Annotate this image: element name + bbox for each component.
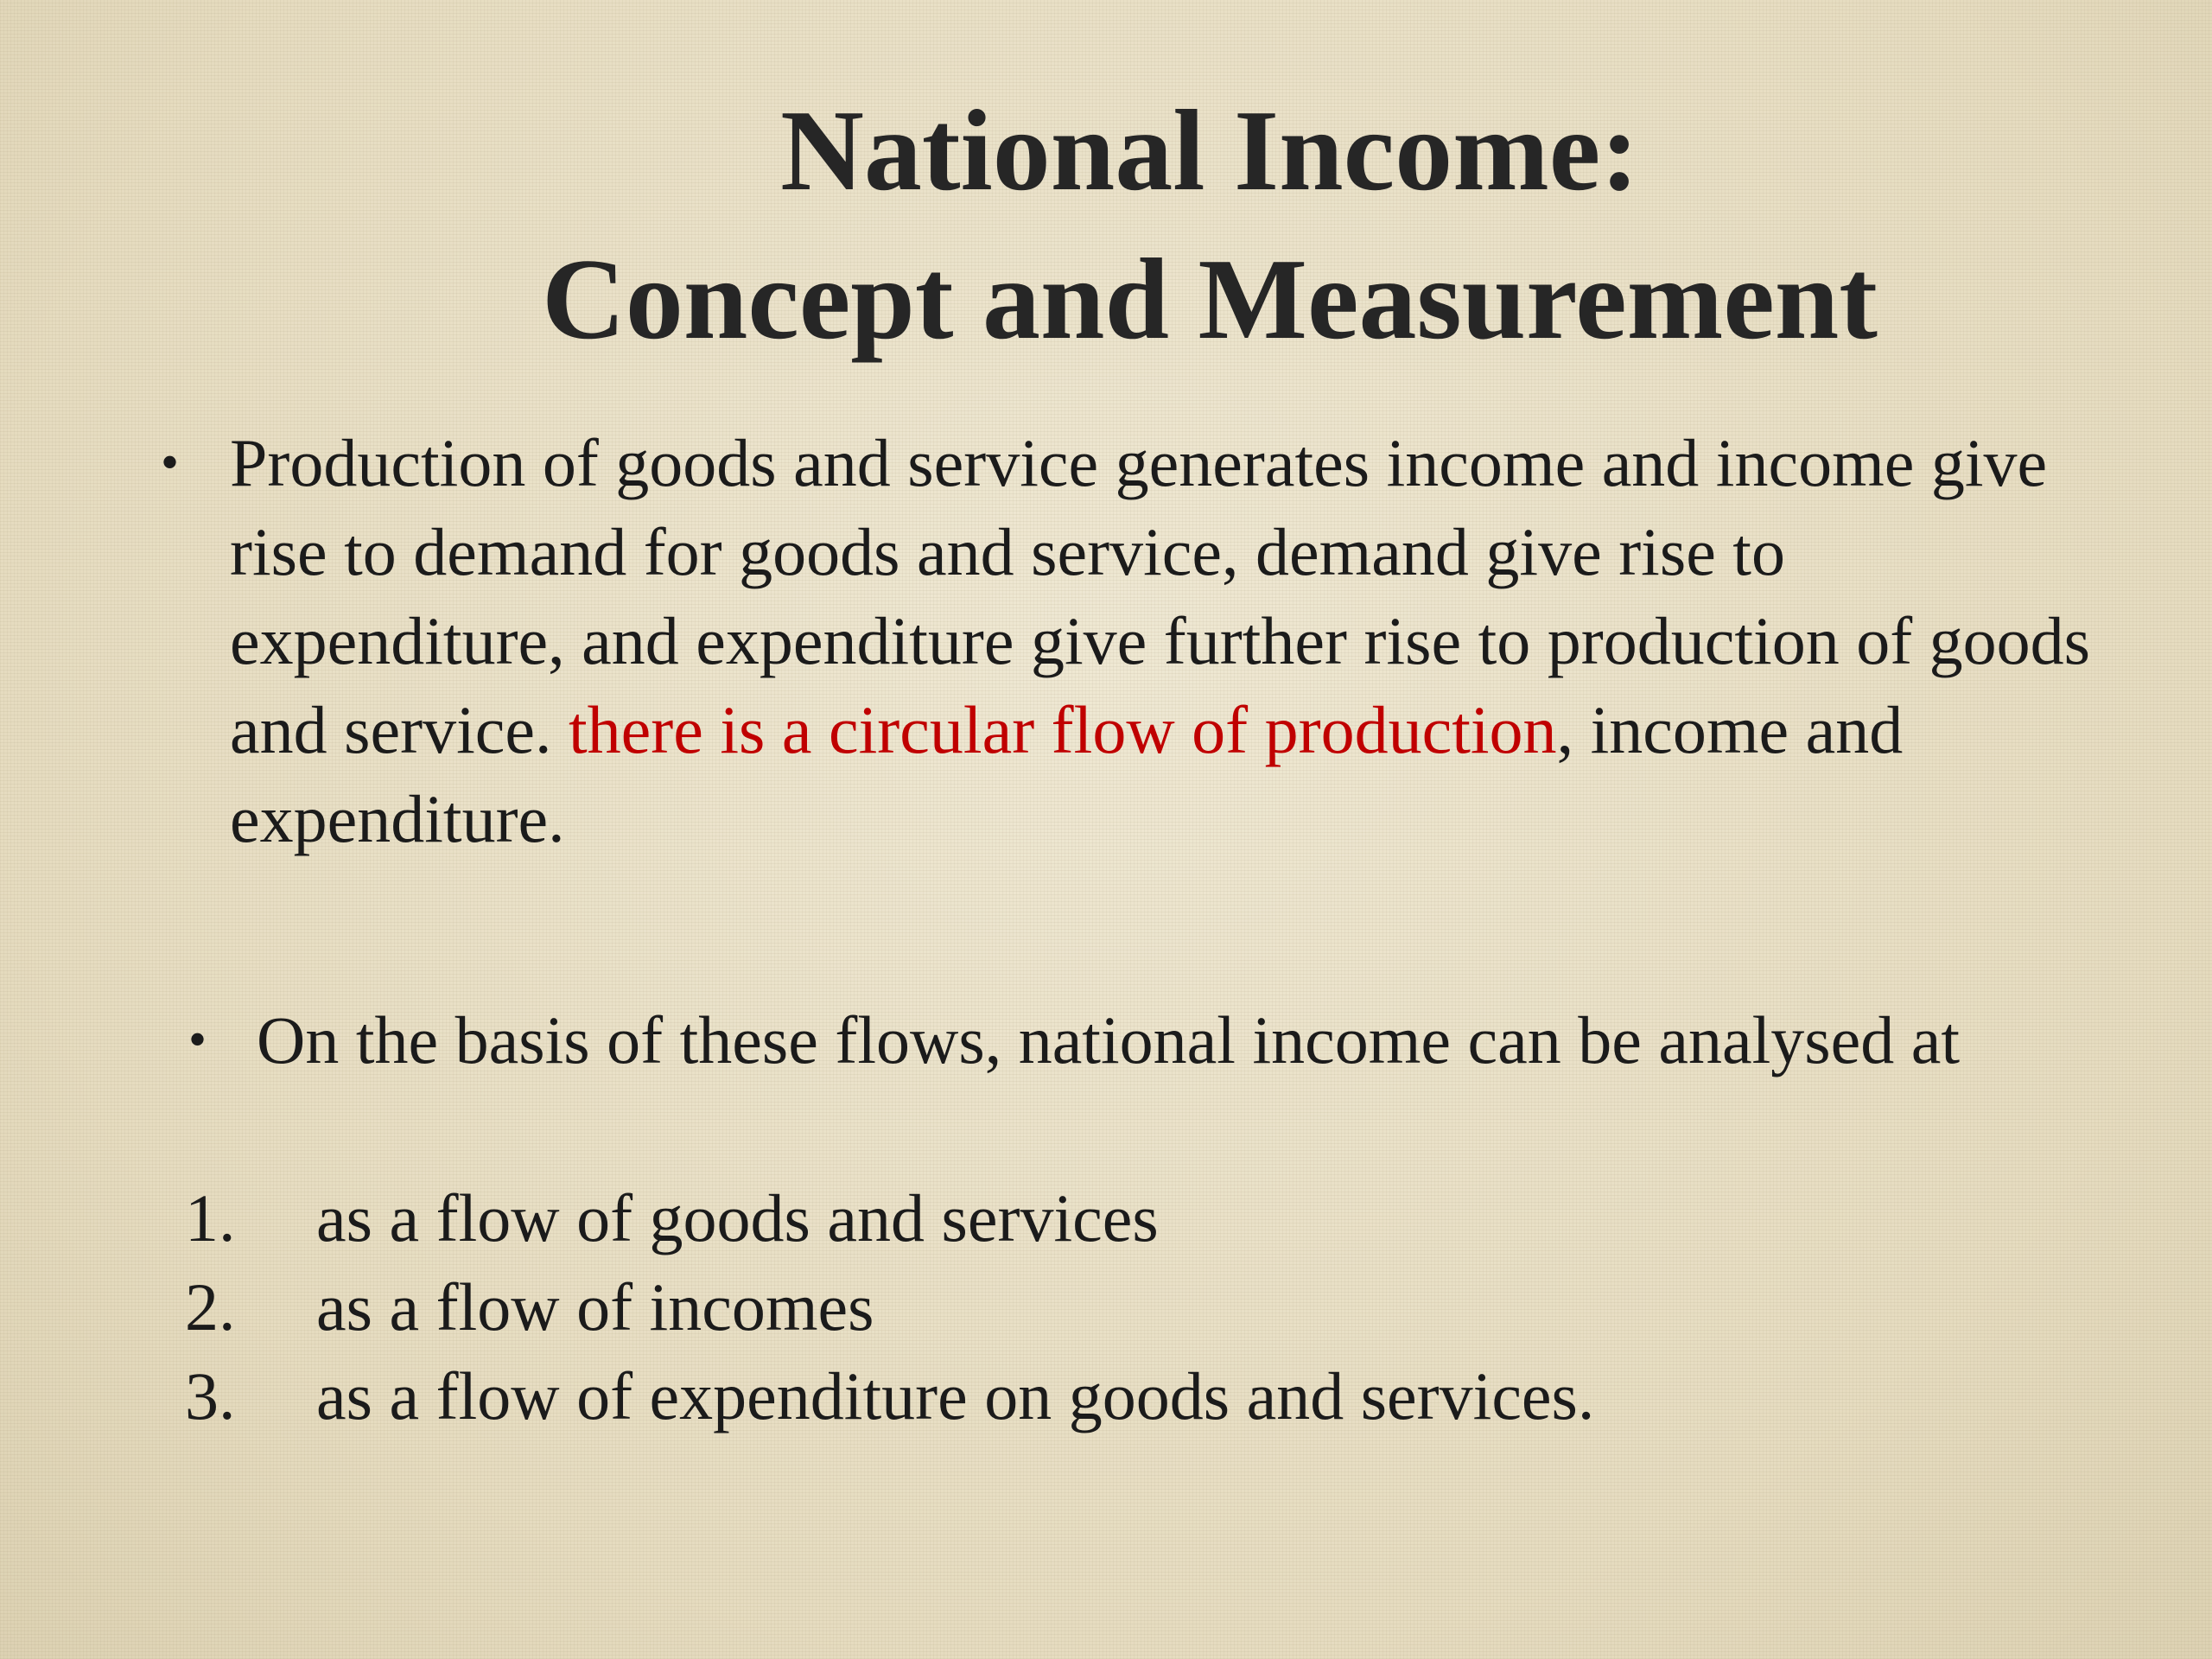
list-item-number: 1. (185, 1180, 236, 1255)
list-item-text: as a flow of incomes (316, 1269, 874, 1344)
bullet1-highlight: there is a circular flow of production (568, 692, 1557, 767)
bullet-paragraph-analysis-basis (257, 995, 2106, 1084)
list-item-text: as a flow of expenditure on goods and services. (316, 1358, 1595, 1433)
bullet1-text-after: , income and expenditure. (230, 692, 1904, 856)
bullet2-text: On the basis of these flows, national income can be analysed at (257, 1002, 1961, 1077)
title-line-1: National Income: (780, 86, 1639, 214)
list-item (185, 1351, 1999, 1440)
slide-title (294, 76, 2126, 373)
list-item-number: 3. (185, 1358, 236, 1433)
bullet-paragraph-circular-flow (230, 418, 2096, 863)
list-item-number: 2. (185, 1269, 236, 1344)
list-item-text: as a flow of goods and services (316, 1180, 1159, 1255)
bullet-icon: • (188, 1011, 207, 1068)
bullet-icon: • (161, 434, 180, 491)
list-item (185, 1173, 1999, 1262)
numbered-list (185, 1173, 1999, 1440)
title-line-2: Concept and Measurement (542, 235, 1878, 363)
list-item (185, 1262, 1999, 1351)
bullet1-text-before: Production of goods and service generates income and income give rise to demand for goods and service, demand give rise to expenditure, and expenditure give further rise to production of goods and service. (230, 425, 2091, 767)
